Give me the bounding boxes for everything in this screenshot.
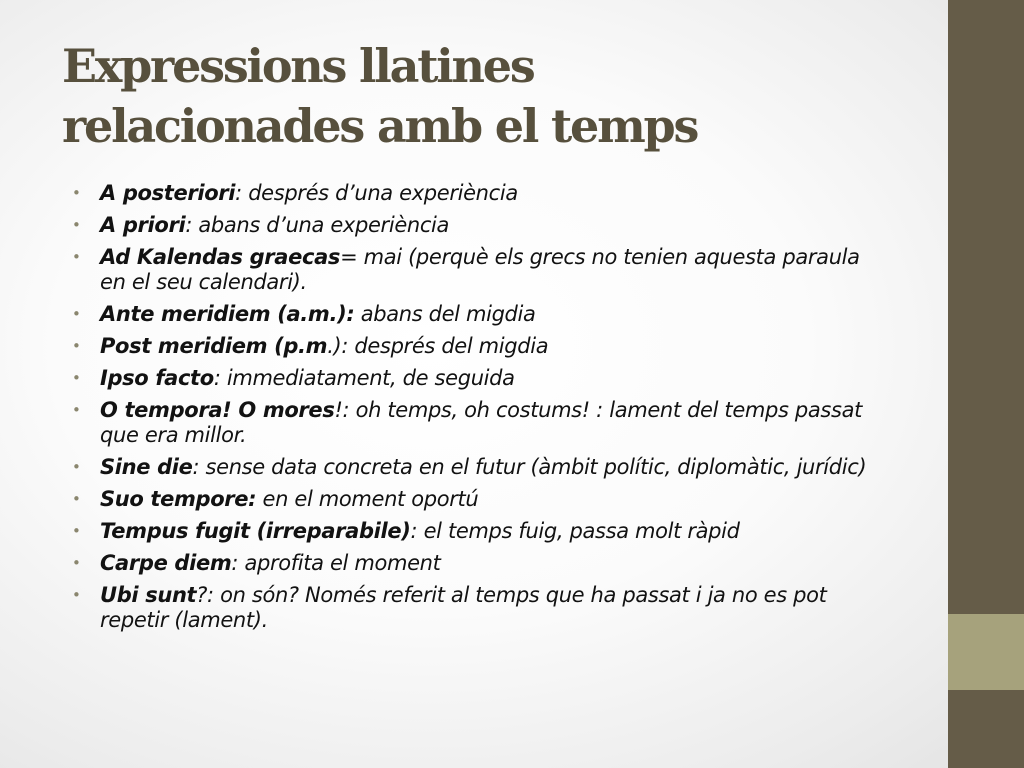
bullet-item	[70, 487, 890, 512]
bullet-item	[70, 551, 890, 576]
bullet-icon: •	[72, 337, 81, 355]
latin-term: Ante meridiem (a.m.):	[100, 302, 355, 326]
term-meaning: ?: on són? Només referit al temps que ha passat i ja no es pot repetir (lament).	[100, 583, 827, 632]
latin-term: Post meridiem (p.m	[100, 334, 328, 358]
bullet-item	[70, 334, 890, 359]
bullet-icon: •	[72, 305, 81, 323]
latin-term: Ipso facto	[100, 366, 214, 390]
bullet-icon: •	[72, 554, 81, 572]
term-meaning: = mai (perquè els grecs no tenien aquesta paraula en el seu calendari).	[100, 245, 860, 294]
term-meaning: .): després del migdia	[327, 334, 549, 358]
bullet-item	[70, 366, 890, 391]
bullet-item	[70, 213, 890, 238]
slide-title	[62, 36, 922, 156]
bullet-icon: •	[72, 458, 81, 476]
bullet-icon: •	[72, 586, 81, 604]
bullet-icon: •	[72, 184, 81, 202]
latin-term: A posteriori	[100, 181, 236, 205]
side-accent-block	[948, 614, 1024, 690]
latin-term: Carpe diem	[100, 551, 232, 575]
latin-term: Suo tempore:	[100, 487, 257, 511]
bullet-icon: •	[72, 490, 81, 508]
term-meaning: : aprofita el moment	[231, 551, 441, 575]
latin-term: O tempora! O mores	[100, 398, 335, 422]
side-decoration-bar	[948, 0, 1024, 768]
bullet-icon: •	[72, 522, 81, 540]
bullet-item	[70, 181, 890, 206]
term-meaning: en el moment oportú	[256, 487, 479, 511]
term-meaning: : sense data concreta en el futur (àmbit polític, diplomàtic, jurídic)	[192, 455, 867, 479]
bullet-icon: •	[72, 216, 81, 234]
latin-term: Tempus fugit (irreparabile)	[100, 519, 411, 543]
bullet-item	[70, 302, 890, 327]
title-line: relacionades amb el temps	[62, 99, 698, 153]
latin-term: A priori	[100, 213, 186, 237]
bullet-item	[70, 398, 890, 448]
term-meaning: : després d’una experiència	[235, 181, 518, 205]
bullet-item	[70, 583, 890, 633]
latin-term: Sine die	[100, 455, 193, 479]
title-line: Expressions llatines	[62, 39, 534, 93]
latin-term: Ubi sunt	[100, 583, 197, 607]
bullet-item	[70, 245, 890, 295]
bullet-item	[70, 519, 890, 544]
bullet-icon: •	[72, 248, 81, 266]
term-meaning: abans del migdia	[354, 302, 536, 326]
term-meaning: : abans d’una experiència	[185, 213, 450, 237]
term-meaning: : el temps fuig, passa molt ràpid	[410, 519, 740, 543]
latin-term: Ad Kalendas graecas	[100, 245, 341, 269]
term-meaning: !: oh temps, oh costums! : lament del temps passat que era millor.	[100, 398, 862, 447]
bullet-item	[70, 455, 890, 480]
bullet-list	[70, 181, 890, 640]
bullet-icon: •	[72, 369, 81, 387]
bullet-icon: •	[72, 401, 81, 419]
term-meaning: : immediatament, de seguida	[213, 366, 515, 390]
